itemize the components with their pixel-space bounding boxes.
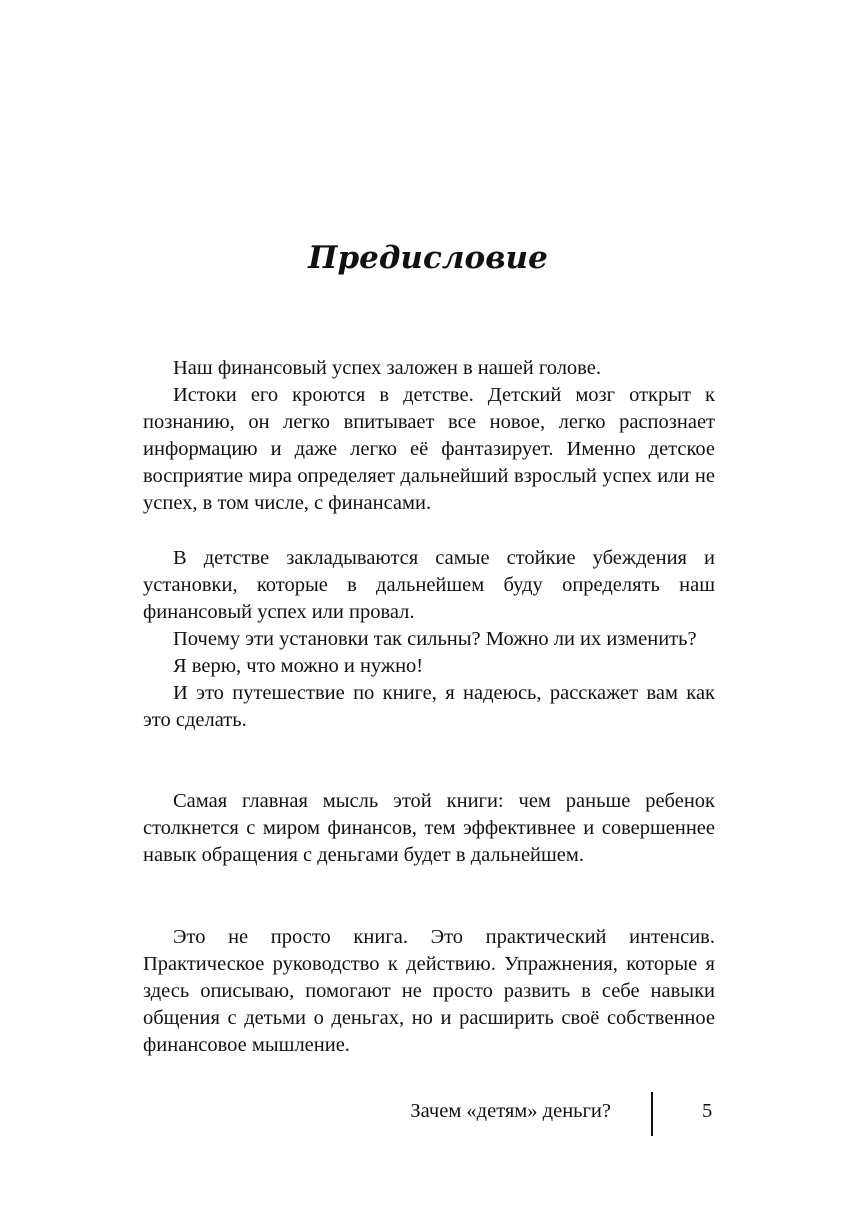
text-block xyxy=(143,788,715,869)
page-number: 5 xyxy=(702,1100,713,1122)
text-block xyxy=(143,355,715,517)
running-title: Зачем «детям» деньги? xyxy=(410,1100,611,1122)
paragraph: В детстве закладываются самые стойкие убеждения и установки, которые в дальнейшем буду определять наш финансовый успех или провал. xyxy=(143,547,715,623)
paragraph: Наш финансовый успех заложен в нашей голове. xyxy=(173,357,601,379)
text-block xyxy=(143,924,715,1059)
footer-divider xyxy=(651,1092,653,1136)
paragraph: Истоки его кроются в детстве. Детский мозг открыт к познанию, он легко впитывает все новое, легко распознает информацию и даже легко её фантазирует. Именно детское восприятие мира определяет дальнейший взрослый успех или не успех, в том числе, с финансами. xyxy=(143,384,715,514)
paragraph: Я верю, что можно и нужно! xyxy=(173,655,424,677)
text-block xyxy=(143,545,715,734)
paragraph: Самая главная мысль этой книги: чем раньше ребенок столкнется с миром финансов, тем эффективнее и совершеннее навык обращения с деньгами будет в дальнейшем. xyxy=(143,790,715,866)
page-footer xyxy=(0,1092,856,1138)
paragraph: Это не просто книга. Это практический интенсив. Практическое руководство к действию. Упражнения, которые я здесь описываю, помогают не просто развить в себе навыки общения с детьми о деньгах, но и расширить своё собственное финансовое мышление. xyxy=(143,926,715,1056)
paragraph: Почему эти установки так сильны? Можно ли их изменить? xyxy=(173,628,697,650)
chapter-title: Предисловие xyxy=(308,240,548,276)
paragraph: И это путешествие по книге, я надеюсь, расскажет вам как это сделать. xyxy=(143,682,715,731)
